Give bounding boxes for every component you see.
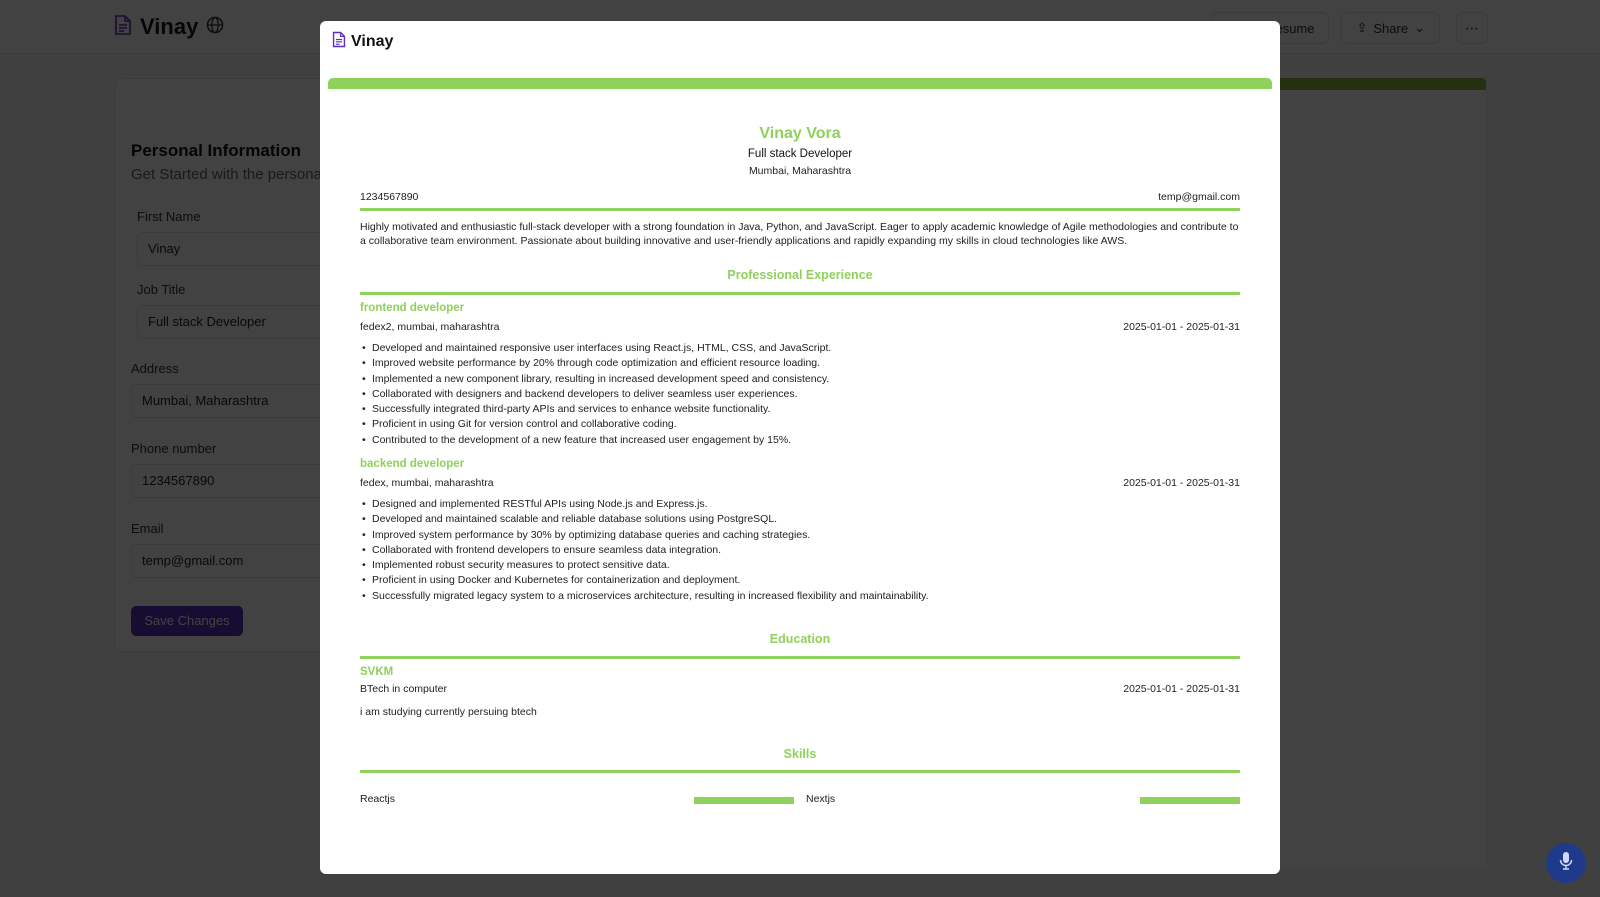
modal-header: [332, 31, 393, 53]
education-degree: BTech in computer: [360, 683, 447, 695]
skill-rating-fill: [694, 797, 794, 804]
education-dates: 2025-01-01 - 2025-01-31: [1123, 683, 1240, 695]
document-icon: [332, 31, 346, 53]
divider: [360, 656, 1240, 659]
resume-email: temp@gmail.com: [1158, 191, 1240, 203]
education-description: i am studying currently persuing btech: [360, 706, 537, 718]
skill-name: Reactjs: [360, 793, 396, 805]
skill-rating-bar: [694, 797, 794, 804]
experience-title: frontend developer: [360, 302, 465, 314]
skills-heading: Skills: [783, 747, 817, 761]
resume-color-strip: [328, 78, 1272, 89]
list-item: • Contributed to the development of a new feature that increased user engagement by 15%.: [360, 433, 1240, 448]
resume-preview-modal: [320, 21, 1280, 874]
education-heading: Education: [769, 632, 831, 646]
microphone-icon: [1559, 851, 1573, 876]
list-item: • Collaborated with designers and backend developers to deliver seamless user experiences.: [360, 387, 1240, 402]
resume-job-title: Full stack Developer: [747, 148, 853, 160]
experience-bullets: [360, 341, 1240, 448]
resume-phone: 1234567890: [360, 191, 419, 203]
experience-dates: 2025-01-01 - 2025-01-31: [1123, 477, 1240, 489]
divider: [360, 208, 1240, 211]
list-item: • Implemented robust security measures to protect sensitive data.: [360, 558, 1240, 573]
experience-dates: 2025-01-01 - 2025-01-31: [1123, 321, 1240, 333]
list-item: • Developed and maintained responsive user interfaces using React.js, HTML, CSS, and JavaScript.: [360, 341, 1240, 356]
divider: [360, 292, 1240, 295]
divider: [360, 770, 1240, 773]
experience-org: fedex2, mumbai, maharashtra: [360, 321, 500, 333]
skill-rating-fill: [1140, 797, 1240, 804]
resume-address: Mumbai, Maharashtra: [748, 165, 852, 177]
resume-name: Vinay Vora: [759, 125, 841, 142]
list-item: • Improved system performance by 30% by optimizing database queries and caching strategies.: [360, 528, 1240, 543]
modal-title: Vinay: [351, 33, 394, 50]
education-school: SVKM: [360, 666, 394, 678]
skill-name: Nextjs: [806, 793, 836, 805]
experience-title: backend developer: [360, 458, 465, 470]
list-item: • Successfully migrated legacy system to a microservices architecture, resulting in increased flexibility and maintainability.: [360, 589, 1240, 604]
experience-bullets: [360, 497, 1240, 604]
voice-assistant-button[interactable]: [1546, 843, 1586, 883]
list-item: • Successfully integrated third-party APIs and services to enhance website functionality.: [360, 402, 1240, 417]
list-item: • Improved website performance by 20% through code optimization and efficient resource loading.: [360, 356, 1240, 371]
list-item: • Implemented a new component library, resulting in increased development speed and consistency.: [360, 372, 1240, 387]
list-item: • Collaborated with frontend developers to ensure seamless data integration.: [360, 543, 1240, 558]
list-item: • Proficient in using Git for version control and collaborative coding.: [360, 417, 1240, 432]
list-item: • Proficient in using Docker and Kubernetes for containerization and deployment.: [360, 573, 1240, 588]
resume-summary: Highly motivated and enthusiastic full-stack developer with a strong foundation in Java, Python, and JavaScript. Eager to apply academic knowledge of Agile methodologies and contribute to a collaborative team environment. Passionate about building innovative and user-friendly applications and rapidly expanding my skills in cloud technologies like AWS.: [360, 221, 1239, 247]
experience-heading: Professional Experience: [727, 268, 873, 282]
list-item: • Developed and maintained scalable and reliable database solutions using PostgreSQL.: [360, 512, 1240, 527]
list-item: • Designed and implemented RESTful APIs using Node.js and Express.js.: [360, 497, 1240, 512]
experience-org: fedex, mumbai, maharashtra: [360, 477, 494, 489]
skill-rating-bar: [1140, 797, 1240, 804]
